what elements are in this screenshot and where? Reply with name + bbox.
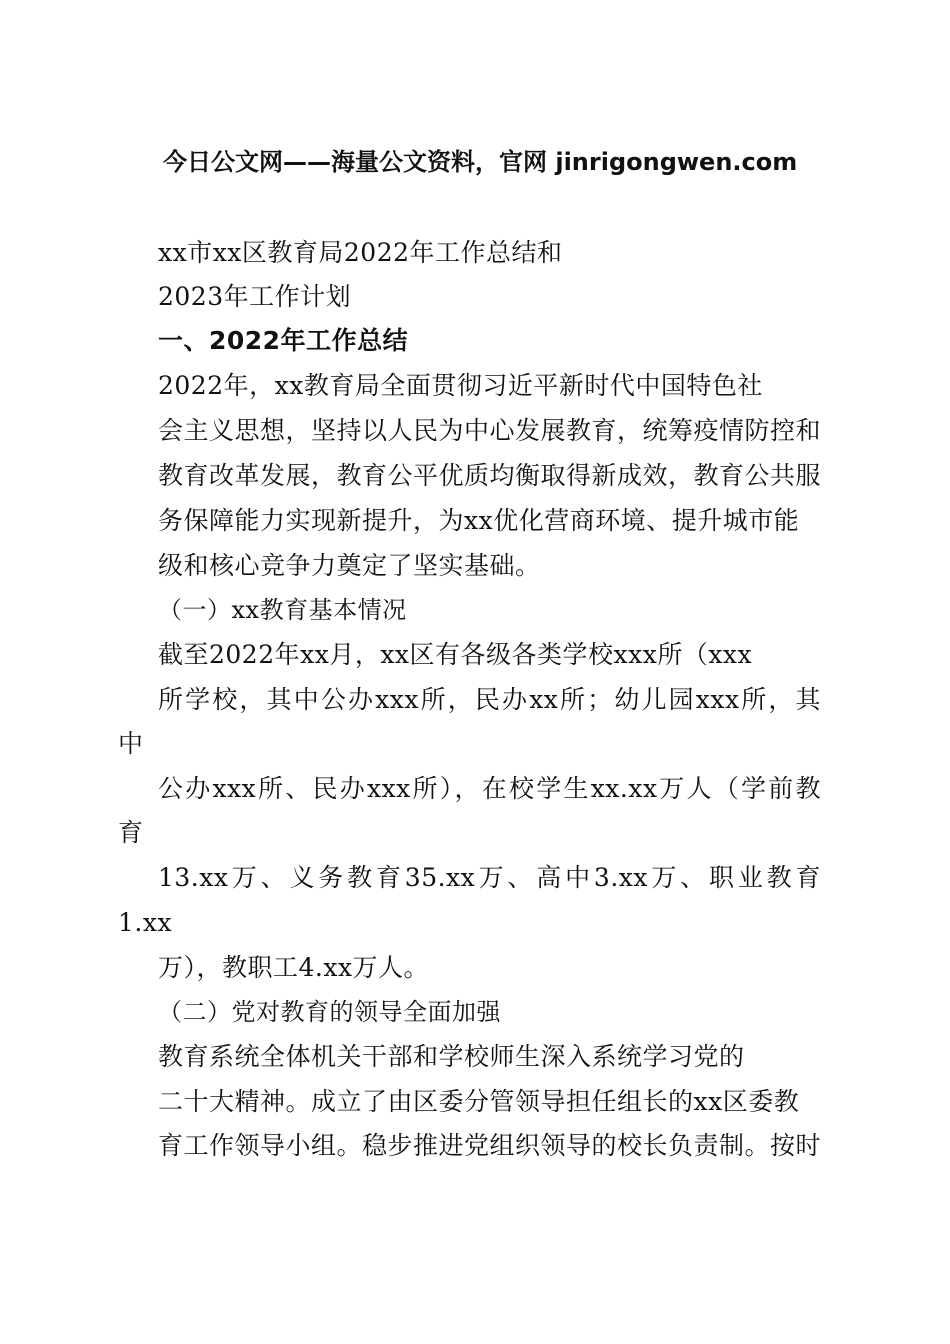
paragraph-line: 教育改革发展，教育公平优质均衡取得新成效，教育公共服 bbox=[158, 461, 822, 490]
paragraph-line: 公办xxx所、民办xxx所），在校学生xx.xx万人（学前教 bbox=[158, 774, 821, 803]
paragraph-line: 级和核心竞争力奠定了坚实基础。 bbox=[158, 551, 541, 580]
subsection-heading: （二）党对教育的领导全面加强 bbox=[158, 998, 501, 1026]
paragraph-line: 万），教职工4.xx万人。 bbox=[158, 953, 430, 982]
paragraph-line: 会主义思想，坚持以人民为中心发展教育，统筹疫情防控和 bbox=[158, 416, 822, 445]
paragraph-line: 务保障能力实现新提升，为xx优化营商环境、提升城市能 bbox=[158, 506, 800, 535]
site-banner: 今日公文网——海量公文资料，官网 jinrigongwen.com bbox=[163, 148, 798, 176]
doc-title-line-2: 2023年工作计划 bbox=[158, 282, 352, 311]
paragraph-line: 2022年，xx教育局全面贯彻习近平新时代中国特色社 bbox=[158, 371, 763, 400]
paragraph-line: 教育系统全体机关干部和学校师生深入系统学习党的 bbox=[158, 1042, 745, 1071]
doc-title-line-1: xx市xx区教育局2022年工作总结和 bbox=[158, 238, 563, 267]
paragraph-line: 13.xx万、义务教育35.xx万、高中3.xx万、职业教育 bbox=[158, 863, 821, 892]
paragraph-line: 育工作领导小组。稳步推进党组织领导的校长负责制。按时 bbox=[158, 1131, 822, 1160]
subsection-heading: （一）xx教育基本情况 bbox=[158, 596, 407, 624]
paragraph-line: 所学校，其中公办xxx所，民办xx所；幼儿园xxx所，其 bbox=[158, 685, 821, 714]
paragraph-line: 截至2022年xx月，xx区有各级各类学校xxx所（xxx bbox=[158, 640, 753, 669]
paragraph-line: 1.xx bbox=[118, 908, 173, 937]
paragraph-line: 二十大精神。成立了由区委分管领导担任组长的xx区委教 bbox=[158, 1087, 800, 1116]
paragraph-line: 中 bbox=[118, 729, 144, 758]
section-heading: 一、2022年工作总结 bbox=[158, 326, 409, 355]
paragraph-line: 育 bbox=[118, 818, 144, 847]
